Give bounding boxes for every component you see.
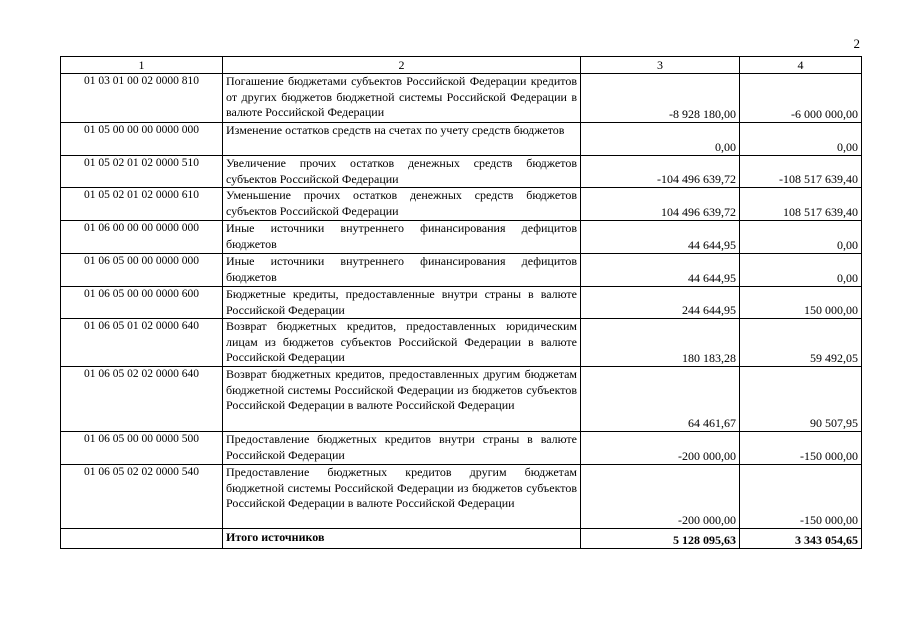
total-col-3: 5 128 095,63 bbox=[581, 529, 740, 549]
amount-col-4: 0,00 bbox=[740, 123, 862, 156]
budget-code: 01 06 05 02 02 0000 540 bbox=[61, 465, 223, 529]
amount-col-3: 180 183,28 bbox=[581, 319, 740, 367]
table-row bbox=[61, 188, 862, 221]
amount-col-4: 150 000,00 bbox=[740, 287, 862, 319]
table-row bbox=[61, 123, 862, 156]
sources-table bbox=[60, 56, 862, 549]
budget-code: 01 06 05 00 00 0000 000 bbox=[61, 254, 223, 287]
table-row bbox=[61, 287, 862, 319]
page-number: 2 bbox=[853, 36, 860, 51]
header-col-1: 1 bbox=[61, 57, 223, 74]
total-row bbox=[61, 529, 862, 549]
amount-col-3: 64 461,67 bbox=[581, 367, 740, 432]
amount-col-3: -8 928 180,00 bbox=[581, 74, 740, 123]
amount-col-3: 44 644,95 bbox=[581, 221, 740, 254]
amount-col-3: 0,00 bbox=[581, 123, 740, 156]
amount-col-4: -6 000 000,00 bbox=[740, 74, 862, 123]
row-description: Предоставление бюджетных кредитов другим бюджетам бюджетной системы Российской Федерации из бюджетов субъектов Российской Федерации в валюте Российской Федерации bbox=[223, 465, 581, 529]
budget-code: 01 05 02 01 02 0000 610 bbox=[61, 188, 223, 221]
row-description: Иные источники внутреннего финансирования дефицитов бюджетов bbox=[223, 221, 581, 254]
header-col-4: 4 bbox=[740, 57, 862, 74]
amount-col-4: 90 507,95 bbox=[740, 367, 862, 432]
budget-code: 01 05 00 00 00 0000 000 bbox=[61, 123, 223, 156]
amount-col-4: 0,00 bbox=[740, 221, 862, 254]
amount-col-3: 244 644,95 bbox=[581, 287, 740, 319]
header-col-3: 3 bbox=[581, 57, 740, 74]
row-description: Бюджетные кредиты, предоставленные внутри страны в валюте Российской Федерации bbox=[223, 287, 581, 319]
budget-code: 01 06 00 00 00 0000 000 bbox=[61, 221, 223, 254]
table-row bbox=[61, 465, 862, 529]
amount-col-4: 0,00 bbox=[740, 254, 862, 287]
row-description: Предоставление бюджетных кредитов внутри страны в валюте Российской Федерации bbox=[223, 432, 581, 465]
budget-code: 01 06 05 02 02 0000 640 bbox=[61, 367, 223, 432]
budget-code: 01 06 05 00 00 0000 500 bbox=[61, 432, 223, 465]
row-description: Возврат бюджетных кредитов, предоставленных юридическим лицам из бюджетов субъектов Российской Федерации в валюте Российской Федерации bbox=[223, 319, 581, 367]
amount-col-3: -200 000,00 bbox=[581, 432, 740, 465]
table-row bbox=[61, 156, 862, 188]
amount-col-4: -108 517 639,40 bbox=[740, 156, 862, 188]
total-code-cell bbox=[61, 529, 223, 549]
amount-col-3: -200 000,00 bbox=[581, 465, 740, 529]
row-description: Иные источники внутреннего финансирования дефицитов бюджетов bbox=[223, 254, 581, 287]
amount-col-4: 59 492,05 bbox=[740, 319, 862, 367]
amount-col-3: -104 496 639,72 bbox=[581, 156, 740, 188]
table-row bbox=[61, 367, 862, 432]
table-row bbox=[61, 74, 862, 123]
budget-code: 01 06 05 01 02 0000 640 bbox=[61, 319, 223, 367]
budget-code: 01 06 05 00 00 0000 600 bbox=[61, 287, 223, 319]
table-row bbox=[61, 221, 862, 254]
row-description: Погашение бюджетами субъектов Российской Федерации кредитов от других бюджетов бюджетной системы Российской Федерации в валюте Российской Федерации bbox=[223, 74, 581, 123]
header-row bbox=[61, 57, 862, 74]
amount-col-4: -150 000,00 bbox=[740, 465, 862, 529]
budget-code: 01 03 01 00 02 0000 810 bbox=[61, 74, 223, 123]
amount-col-3: 104 496 639,72 bbox=[581, 188, 740, 221]
row-description: Уменьшение прочих остатков денежных средств бюджетов субъектов Российской Федерации bbox=[223, 188, 581, 221]
total-col-4: 3 343 054,65 bbox=[740, 529, 862, 549]
row-description: Увеличение прочих остатков денежных средств бюджетов субъектов Российской Федерации bbox=[223, 156, 581, 188]
table-row bbox=[61, 432, 862, 465]
amount-col-3: 44 644,95 bbox=[581, 254, 740, 287]
total-label: Итого источников bbox=[223, 529, 581, 549]
amount-col-4: -150 000,00 bbox=[740, 432, 862, 465]
row-description: Изменение остатков средств на счетах по учету средств бюджетов bbox=[223, 123, 581, 156]
header-col-2: 2 bbox=[223, 57, 581, 74]
table-row bbox=[61, 254, 862, 287]
row-description: Возврат бюджетных кредитов, предоставленных другим бюджетам бюджетной системы Российской Федерации из бюджетов субъектов Российской Федерации в валюте Российской Федерации bbox=[223, 367, 581, 432]
table-row bbox=[61, 319, 862, 367]
amount-col-4: 108 517 639,40 bbox=[740, 188, 862, 221]
budget-code: 01 05 02 01 02 0000 510 bbox=[61, 156, 223, 188]
